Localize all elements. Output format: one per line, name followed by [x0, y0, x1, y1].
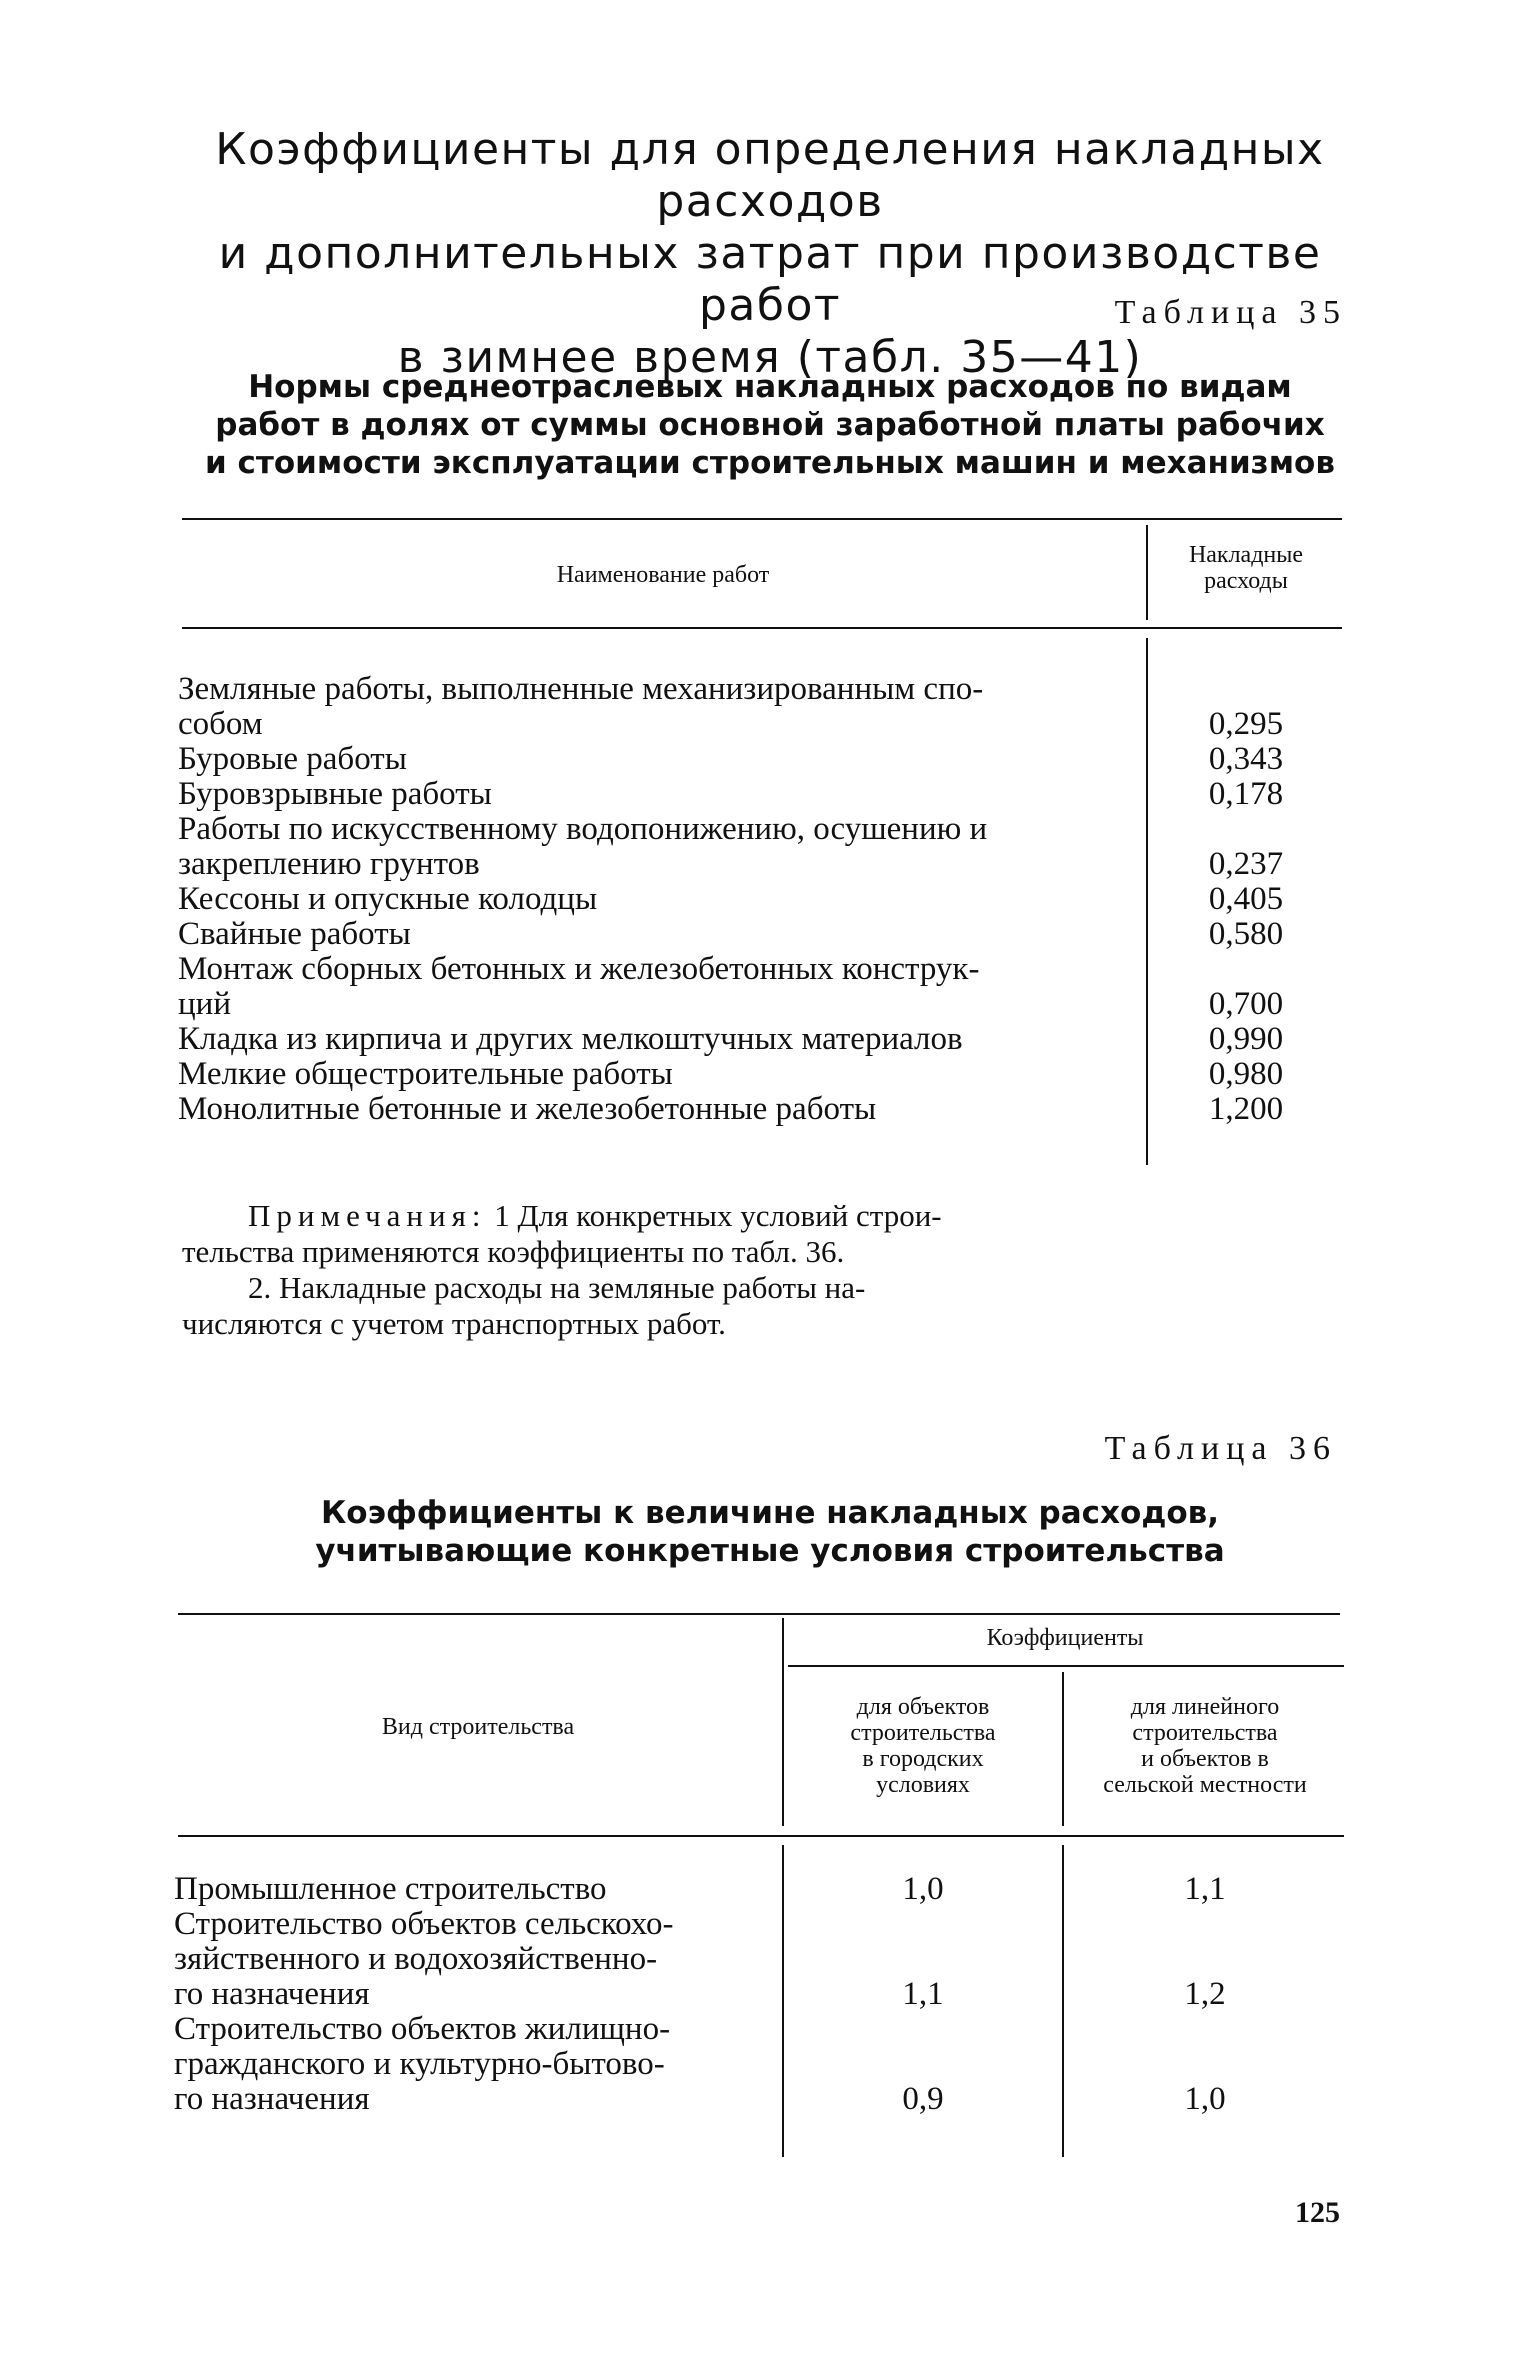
row-value-rural: 1,1: [1184, 1871, 1226, 1907]
column-divider: [782, 1618, 784, 1826]
note-text: 1 Для конкретных условий строи-: [486, 1198, 942, 1233]
table-row: [178, 952, 1138, 1022]
header-line: для линейного: [1130, 1694, 1280, 1720]
row-label-line: го назначения: [174, 2081, 370, 2117]
row-label-line: собом: [178, 706, 263, 742]
table-rule: [178, 1835, 1344, 1837]
title-line: Коэффициенты для определения накладных расходов: [215, 124, 1325, 227]
header-line: и объектов в: [1141, 1746, 1269, 1772]
row-label-line: Монолитные бетонные и железобетонные работы: [178, 1091, 877, 1127]
row-label-line: зяйственного и водохозяйственно-: [174, 1941, 658, 1977]
row-label-line: Буровые работы: [178, 741, 407, 777]
header-line: для объектов: [856, 1694, 990, 1720]
row-label-line: Строительство объектов сельскохо-: [174, 1906, 674, 1942]
row-value: 0,405: [1208, 881, 1284, 917]
table-35-label: Таблица 35: [1114, 294, 1347, 331]
row-value-rural: 1,2: [1184, 1976, 1226, 2012]
table-rule: [182, 627, 1342, 629]
table-35-notes: [182, 1198, 1248, 1342]
heading-line: и стоимости эксплуатации строительных машин и механизмов: [205, 445, 1335, 481]
row-value: 0,990: [1208, 1021, 1284, 1057]
column-header-city: [786, 1694, 1060, 1798]
row-label-line: го назначения: [174, 1976, 370, 2012]
header-line: строительства: [1132, 1720, 1278, 1746]
table-36-label: Таблица 36: [1104, 1430, 1337, 1467]
row-label-line: Кессоны и опускные колодцы: [178, 881, 598, 917]
table-36-rows: [174, 1872, 774, 2117]
column-header-construction-type: Вид строительства: [381, 1714, 575, 1740]
notes-prefix: Примечания:: [248, 1198, 487, 1233]
table-row: [178, 777, 1138, 812]
title-line: в зимнее время (табл. 35—41): [397, 332, 1143, 383]
table-35-rows: [178, 672, 1138, 1127]
column-divider: [782, 1845, 784, 2157]
column-header-overhead: [1150, 542, 1342, 594]
page-number: 125: [1295, 2196, 1340, 2229]
table-row: [178, 812, 1138, 882]
row-label-line: Кладка из кирпича и других мелкоштучных материалов: [178, 1021, 963, 1057]
header-line: в городских: [862, 1746, 984, 1772]
column-header-coefficients: Коэффициенты: [986, 1625, 1144, 1651]
table-row: [178, 672, 1138, 742]
row-value: 0,580: [1208, 916, 1284, 952]
row-label-line: Свайные работы: [178, 916, 411, 952]
column-divider: [1062, 1845, 1064, 2157]
header-line: Накладные: [1188, 542, 1304, 568]
row-label-line: Строительство объектов жилищно-: [174, 2011, 671, 2047]
row-value: 0,980: [1208, 1056, 1284, 1092]
header-line: расходы: [1204, 568, 1288, 594]
column-header-work-name: Наименование работ: [556, 562, 770, 588]
row-value-rural: 1,0: [1184, 2081, 1226, 2117]
row-value-city: 0,9: [902, 2081, 944, 2117]
row-label-line: Работы по искусственному водопонижению, осушению и: [178, 811, 988, 847]
row-label-line: закреплению грунтов: [178, 846, 480, 882]
table-rule: [178, 1613, 1340, 1615]
row-value: 0,700: [1208, 986, 1284, 1022]
row-label-line: Мелкие общестроительные работы: [178, 1056, 673, 1092]
heading-line: Коэффициенты к величине накладных расходов,: [320, 1495, 1220, 1531]
row-label-line: ций: [178, 986, 231, 1022]
column-header-rural: [1066, 1694, 1344, 1798]
table-36-heading: [200, 1494, 1340, 1570]
table-35-heading: [140, 368, 1400, 482]
table-rule: [788, 1665, 1344, 1667]
table-row: [178, 882, 1138, 917]
column-divider: [1062, 1672, 1064, 1826]
table-row: [174, 1907, 774, 2012]
table-row: [178, 1092, 1138, 1127]
heading-line: учитывающие конкретные условия строительства: [315, 1533, 1225, 1569]
note-line: 2. Накладные расходы на земляные работы на-: [248, 1270, 866, 1305]
row-value: 0,295: [1208, 706, 1284, 742]
row-value-city: 1,1: [902, 1976, 944, 2012]
table-row: [178, 1057, 1138, 1092]
table-row: [174, 1872, 774, 1907]
heading-line: работ в долях от суммы основной заработной платы рабочих: [215, 407, 1325, 443]
header-line: сельской местности: [1103, 1772, 1307, 1798]
row-value-city: 1,0: [902, 1871, 944, 1907]
row-label-line: гражданского и культурно-бытово-: [174, 2046, 665, 2082]
row-label-line: Промышленное строительство: [174, 1871, 607, 1907]
column-divider: [1146, 638, 1148, 1165]
row-value: 0,178: [1208, 776, 1284, 812]
heading-line: Нормы среднеотраслевых накладных расходов по видам: [248, 369, 1292, 405]
row-label-line: Буровзрывные работы: [178, 776, 492, 812]
row-label-line: Земляные работы, выполненные механизированным спо-: [178, 671, 984, 707]
table-rule: [182, 518, 1342, 520]
note-line: числяются с учетом транспортных работ.: [182, 1306, 726, 1341]
table-row: [178, 917, 1138, 952]
note-line: [248, 1198, 1248, 1234]
header-line: условиях: [876, 1772, 970, 1798]
table-row: [178, 742, 1138, 777]
page-title: [150, 124, 1390, 384]
row-value: 0,237: [1208, 846, 1284, 882]
row-label-line: Монтаж сборных бетонных и железобетонных конструк-: [178, 951, 980, 987]
note-line: тельства применяются коэффициенты по табл. 36.: [182, 1234, 845, 1269]
table-row: [178, 1022, 1138, 1057]
row-value: 0,343: [1208, 741, 1284, 777]
row-value: 1,200: [1208, 1091, 1284, 1127]
table-row: [174, 2012, 774, 2117]
column-divider: [1146, 525, 1148, 620]
header-line: строительства: [850, 1720, 996, 1746]
title-line: и дополнительных затрат при производстве работ: [218, 228, 1322, 331]
